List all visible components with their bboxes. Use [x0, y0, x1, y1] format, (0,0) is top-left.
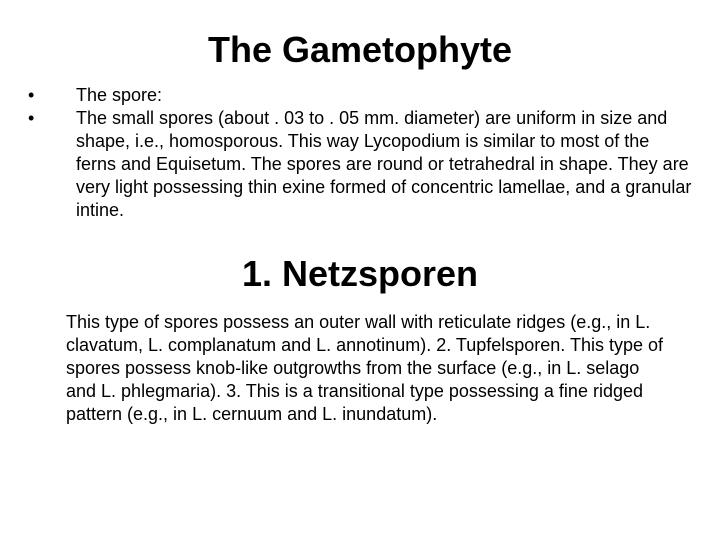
bullet-item-spore [28, 84, 693, 107]
section-paragraph: This type of spores possess an outer wall with reticulate ridges (e.g., in L. clavatum, L. complanatum and L. annotinum). 2. Tupfelsporen. This type of spores possess knob-like outgrowths from the surface (e.g., in L. selago and L. phlegmaria). 3. This is a transitional type possessing a fine ridged pattern (e.g., in L. cernuum and L. inundatum). [66, 312, 663, 424]
bullet-icon: • [28, 108, 35, 128]
bullet-icon: • [28, 85, 35, 105]
slide-title: The Gametophyte [207, 29, 513, 70]
bullet-text: The spore: [76, 85, 163, 105]
section-heading: 1. Netzsporen [241, 253, 479, 294]
bullet-text: The small spores (about . 03 to . 05 mm. diameter) are uniform in size and shape, i.e., homosporous. This way Lycopodium is similar to most of the ferns and Equisetum. The spores are round or tetrahedral in shape. They are very light possessing thin exine formed of concentric lamellae, and a granular intine. [76, 108, 692, 220]
bullet-list [28, 84, 693, 222]
bullet-item-description [28, 107, 693, 222]
